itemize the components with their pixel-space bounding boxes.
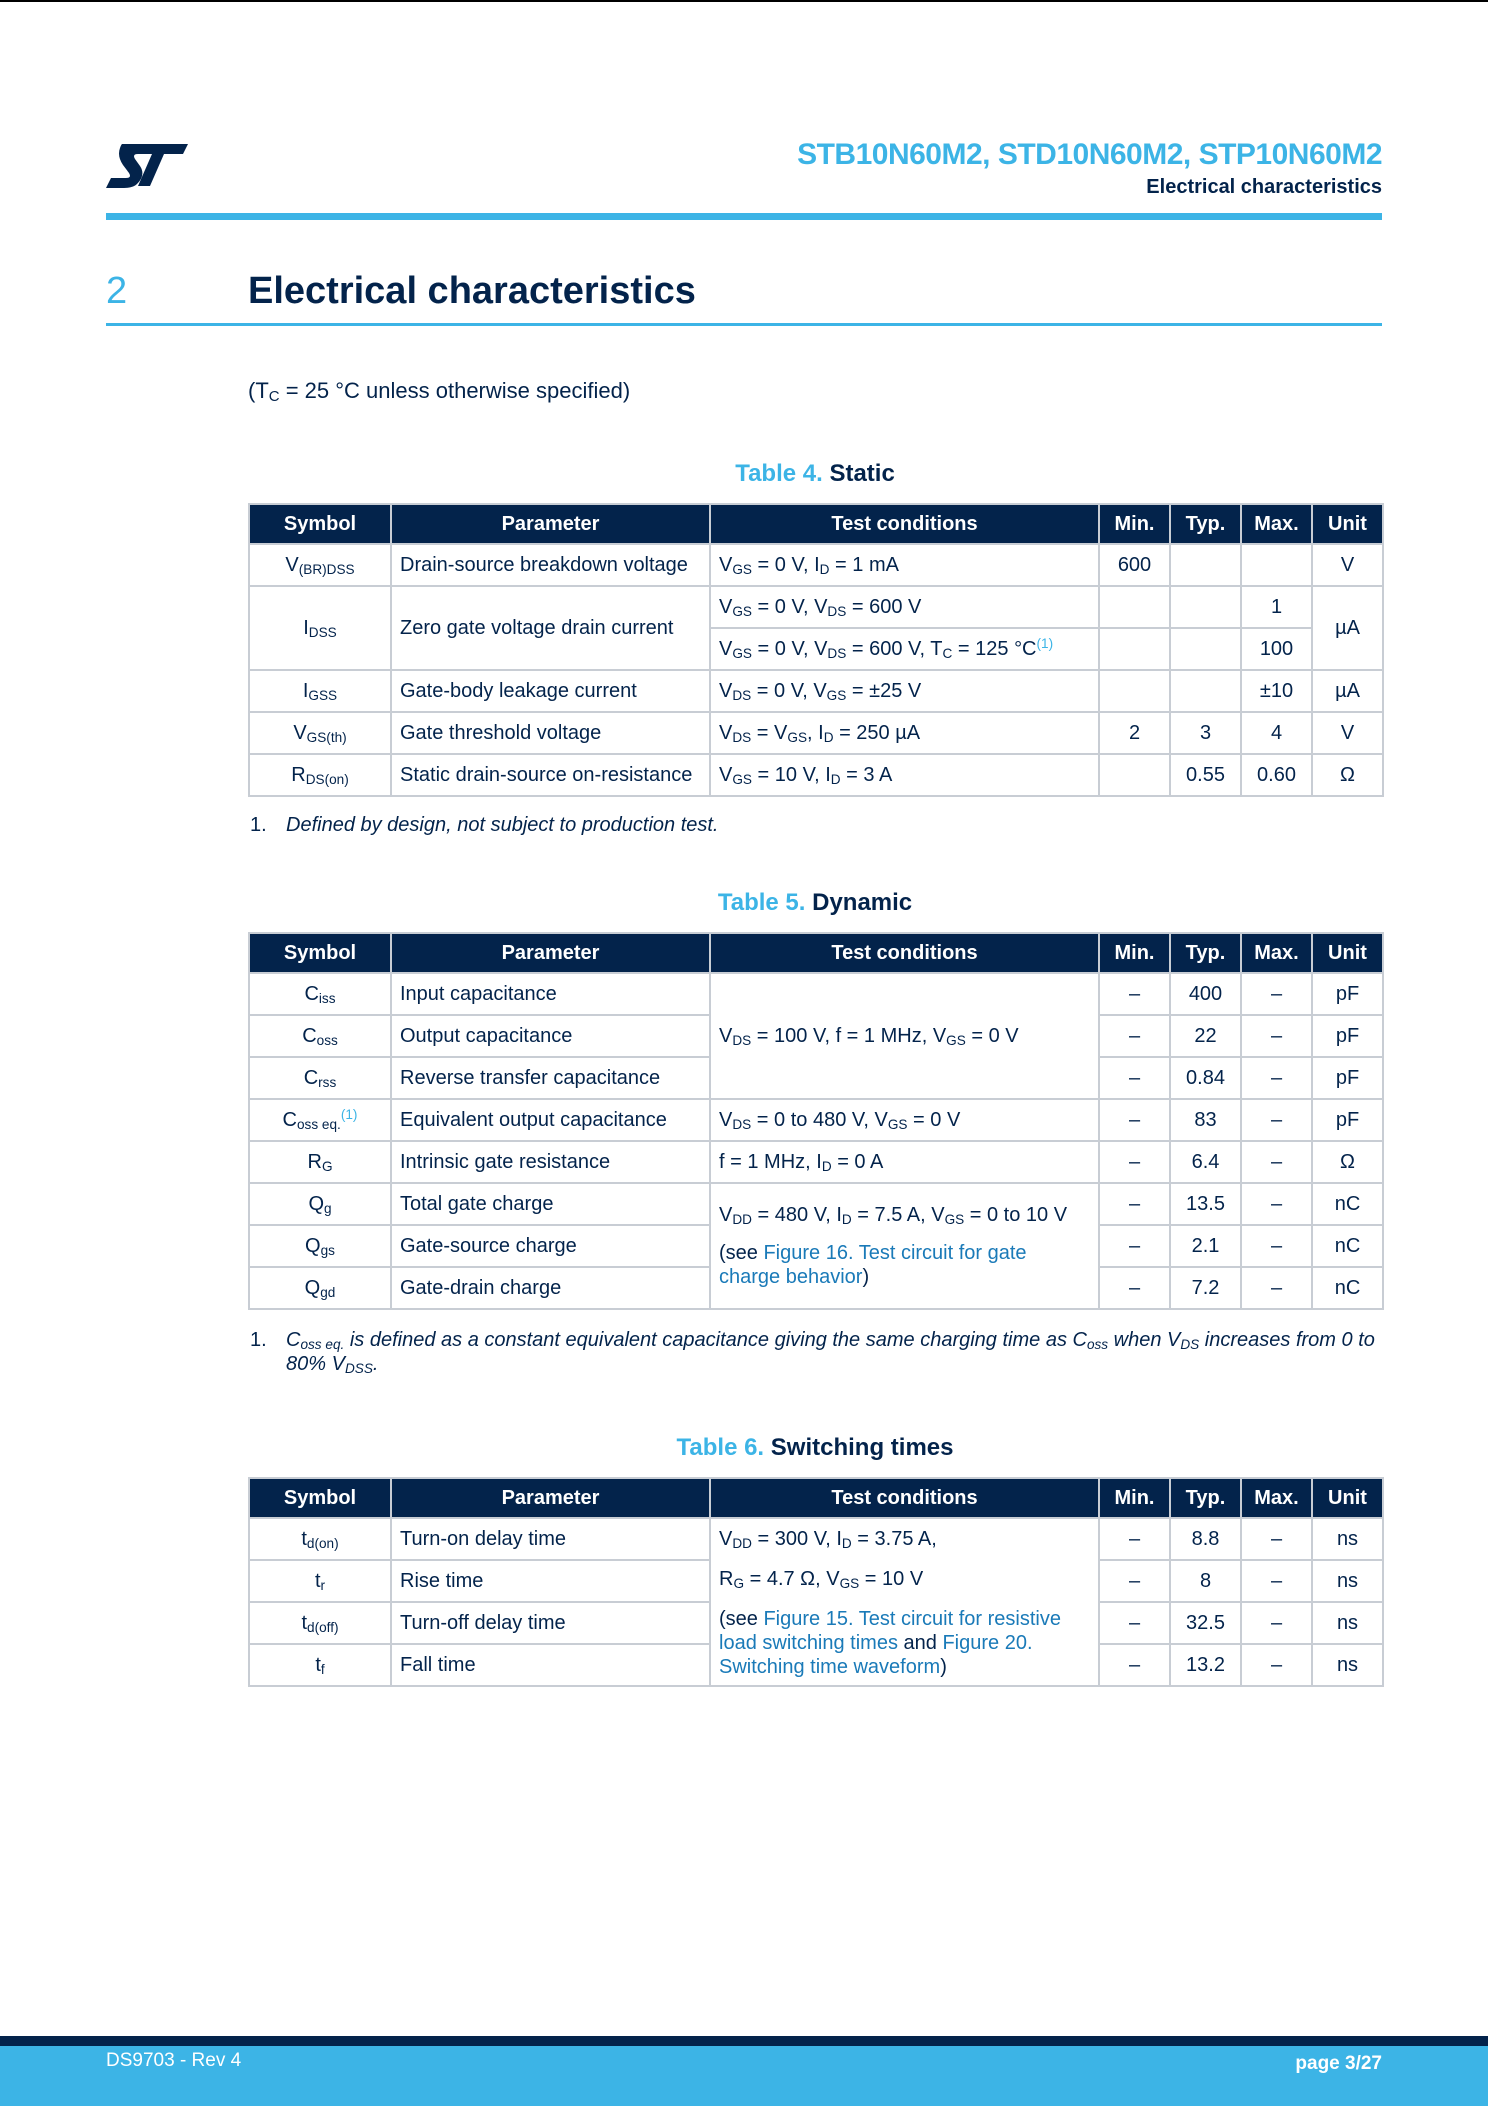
cell-parameter: Intrinsic gate resistance — [391, 1141, 710, 1183]
cell-max: – — [1241, 1644, 1312, 1686]
cell-max: 1 — [1241, 586, 1312, 628]
cell-typ: 6.4 — [1170, 1141, 1241, 1183]
cell-unit: pF — [1312, 1057, 1383, 1099]
cell-typ: 8.8 — [1170, 1518, 1241, 1560]
cell-max: – — [1241, 1267, 1312, 1309]
column-header-max: Max. — [1241, 933, 1312, 973]
column-header-unit: Unit — [1312, 933, 1383, 973]
cell-parameter: Gate-drain charge — [391, 1267, 710, 1309]
cell-min: – — [1099, 1015, 1170, 1057]
cell-parameter: Fall time — [391, 1644, 710, 1686]
cell-min: 600 — [1099, 544, 1170, 586]
cell-parameter: Drain-source breakdown voltage — [391, 544, 710, 586]
cell-symbol: $C_{rss}$ — [249, 1057, 391, 1099]
cell-symbol: $t_f$ — [249, 1644, 391, 1686]
table-row — [249, 973, 1383, 1015]
cell-min — [1099, 586, 1170, 628]
column-header-test-conditions: Test conditions — [710, 504, 1099, 544]
cell-parameter: Reverse transfer capacitance — [391, 1057, 710, 1099]
document-subtitle: Electrical characteristics — [1146, 176, 1382, 198]
table-row — [249, 670, 1383, 712]
section-number: 2 — [106, 270, 128, 312]
cell-parameter: Output capacitance — [391, 1015, 710, 1057]
cell-parameter: Rise time — [391, 1560, 710, 1602]
cell-max: 100 — [1241, 628, 1312, 670]
cell-test-conditions: $V_{GS} = 10$ V, $I_D = 3$ A — [710, 754, 1099, 796]
cell-typ: 2.1 — [1170, 1225, 1241, 1267]
cell-symbol: $C_{oss eq.}^{(1)}$ — [249, 1099, 391, 1141]
cell-parameter: Static drain-source on-resistance — [391, 754, 710, 796]
cell-symbol: $Q_{gs}$ — [249, 1225, 391, 1267]
cell-test-conditions: $V_{GS} = 0$ V, $V_{DS} = 600$ V — [710, 586, 1099, 628]
cell-max: – — [1241, 1560, 1312, 1602]
column-header-test-conditions: Test conditions — [710, 933, 1099, 973]
cell-unit: nC — [1312, 1225, 1383, 1267]
cell-symbol: $C_{iss}$ — [249, 973, 391, 1015]
cell-symbol: $R_G$ — [249, 1141, 391, 1183]
document-title: STB10N60M2, STD10N60M2, STP10N60M2 — [797, 138, 1382, 171]
cell-typ: 13.2 — [1170, 1644, 1241, 1686]
cell-unit: ns — [1312, 1644, 1383, 1686]
cell-min: – — [1099, 1141, 1170, 1183]
cell-unit: pF — [1312, 1015, 1383, 1057]
cell-max: ±10 — [1241, 670, 1312, 712]
cell-typ: 22 — [1170, 1015, 1241, 1057]
cell-unit: nC — [1312, 1267, 1383, 1309]
cell-unit: ns — [1312, 1560, 1383, 1602]
cell-typ: 32.5 — [1170, 1602, 1241, 1644]
cell-unit: V — [1312, 712, 1383, 754]
page-number: page 3/27 — [1295, 2053, 1382, 2074]
cell-min: 2 — [1099, 712, 1170, 754]
cell-min: – — [1099, 1057, 1170, 1099]
cell-symbol: $V_{(BR)DSS}$ — [249, 544, 391, 586]
table-header-row — [249, 933, 1383, 973]
figure15-link[interactable]: Figure 15. Test circuit for resistive load switching times — [719, 1608, 1061, 1654]
cell-symbol: $C_{oss}$ — [249, 1015, 391, 1057]
cell-max: – — [1241, 1099, 1312, 1141]
section-title: Electrical characteristics — [248, 270, 696, 312]
cell-parameter: Gate threshold voltage — [391, 712, 710, 754]
table-header-row — [249, 1478, 1383, 1518]
cell-parameter: Zero gate voltage drain current — [391, 586, 710, 670]
cell-max: – — [1241, 1225, 1312, 1267]
cell-typ: 0.84 — [1170, 1057, 1241, 1099]
footer-rule — [0, 2036, 1488, 2046]
cell-typ — [1170, 670, 1241, 712]
header-rule — [106, 213, 1382, 220]
cell-unit: Ω — [1312, 754, 1383, 796]
cell-test-conditions: $V_{DS} = V_{GS}$, $I_D = 250$ µA — [710, 712, 1099, 754]
cell-min — [1099, 670, 1170, 712]
cell-min: – — [1099, 1518, 1170, 1560]
cell-max: – — [1241, 1183, 1312, 1225]
cell-unit: nC — [1312, 1183, 1383, 1225]
cell-typ: 400 — [1170, 973, 1241, 1015]
cell-unit: µA — [1312, 670, 1383, 712]
column-header-test-conditions: Test conditions — [710, 1478, 1099, 1518]
cell-min: – — [1099, 1560, 1170, 1602]
cell-test-conditions: $V_{DD} = 300$ V, $I_D = 3.75$ A, $R_G = 4.7$ Ω, $V_{GS} = 10$ V (see Figure 15. Test circuit for resistive load switching times and Figure 20. Switching time waveform) — [710, 1518, 1099, 1686]
table6-caption: Table 6. Switching times — [676, 1434, 954, 1461]
cell-min: – — [1099, 973, 1170, 1015]
table-row — [249, 1183, 1383, 1225]
cell-parameter: Gate-source charge — [391, 1225, 710, 1267]
cell-test-conditions: f = 1 MHz, $I_D = 0$ A — [710, 1141, 1099, 1183]
cell-min: – — [1099, 1644, 1170, 1686]
cell-unit: ns — [1312, 1602, 1383, 1644]
column-header-min: Min. — [1099, 933, 1170, 973]
st-logo-icon — [106, 142, 188, 190]
column-header-symbol: Symbol — [249, 504, 391, 544]
table-row — [249, 1141, 1383, 1183]
cell-symbol: $Q_g$ — [249, 1183, 391, 1225]
cell-test-conditions: $V_{GS} = 0$ V, $I_D = 1$ mA — [710, 544, 1099, 586]
cell-unit: Ω — [1312, 1141, 1383, 1183]
cell-unit: pF — [1312, 1099, 1383, 1141]
table-header-row — [249, 504, 1383, 544]
cell-typ — [1170, 586, 1241, 628]
table-row — [249, 544, 1383, 586]
cell-typ: 83 — [1170, 1099, 1241, 1141]
cell-symbol: $t_r$ — [249, 1560, 391, 1602]
cell-min: – — [1099, 1183, 1170, 1225]
column-header-min: Min. — [1099, 504, 1170, 544]
table-row — [249, 1518, 1383, 1560]
cell-min — [1099, 628, 1170, 670]
cell-symbol: $I_{DSS}$ — [249, 586, 391, 670]
cell-unit: µA — [1312, 586, 1383, 670]
dynamic-table — [248, 932, 1384, 1310]
cell-min: – — [1099, 1225, 1170, 1267]
cell-symbol: $t_{d(off)}$ — [249, 1602, 391, 1644]
cell-max — [1241, 544, 1312, 586]
cell-typ: 0.55 — [1170, 754, 1241, 796]
cell-typ: 7.2 — [1170, 1267, 1241, 1309]
column-header-max: Max. — [1241, 1478, 1312, 1518]
cell-symbol: $I_{GSS}$ — [249, 670, 391, 712]
cell-parameter: Equivalent output capacitance — [391, 1099, 710, 1141]
column-header-min: Min. — [1099, 1478, 1170, 1518]
cell-max: – — [1241, 1015, 1312, 1057]
cell-parameter: Gate-body leakage current — [391, 670, 710, 712]
column-header-symbol: Symbol — [249, 933, 391, 973]
cell-max: 4 — [1241, 712, 1312, 754]
column-header-parameter: Parameter — [391, 1478, 710, 1518]
table-row — [249, 1099, 1383, 1141]
section-rule — [106, 323, 1382, 326]
cell-max: – — [1241, 1141, 1312, 1183]
cell-symbol: $R_{DS(on)}$ — [249, 754, 391, 796]
column-header-typ: Typ. — [1170, 504, 1241, 544]
cell-symbol: $Q_{gd}$ — [249, 1267, 391, 1309]
cell-min: – — [1099, 1267, 1170, 1309]
cell-max: – — [1241, 973, 1312, 1015]
figure16-link[interactable]: Figure 16. Test circuit for gate charge behavior — [719, 1242, 1027, 1288]
cell-parameter: Total gate charge — [391, 1183, 710, 1225]
cell-parameter: Input capacitance — [391, 973, 710, 1015]
cell-min — [1099, 754, 1170, 796]
cell-max: – — [1241, 1057, 1312, 1099]
cell-typ: 8 — [1170, 1560, 1241, 1602]
cell-max: – — [1241, 1602, 1312, 1644]
column-header-parameter: Parameter — [391, 504, 710, 544]
table-row — [249, 754, 1383, 796]
cell-max: – — [1241, 1518, 1312, 1560]
column-header-max: Max. — [1241, 504, 1312, 544]
column-header-parameter: Parameter — [391, 933, 710, 973]
cell-symbol: $t_{d(on)}$ — [249, 1518, 391, 1560]
cell-typ — [1170, 628, 1241, 670]
column-header-typ: Typ. — [1170, 933, 1241, 973]
column-header-symbol: Symbol — [249, 1478, 391, 1518]
static-table — [248, 503, 1384, 797]
table4-caption: Table 4. Static — [735, 460, 895, 487]
cell-unit: V — [1312, 544, 1383, 586]
cell-typ: 13.5 — [1170, 1183, 1241, 1225]
cell-test-conditions: $V_{GS} = 0$ V, $V_{DS} = 600$ V, $T_C = 125$ $^\circ C^{(1)}$ — [710, 628, 1099, 670]
figure20-link[interactable]: Figure 20. Switching time waveform — [719, 1632, 1033, 1678]
table-row — [249, 586, 1383, 628]
cell-unit: ns — [1312, 1518, 1383, 1560]
document-revision: DS9703 - Rev 4 — [106, 2050, 242, 2071]
switching-times-table — [248, 1477, 1384, 1687]
table5-caption: Table 5. Dynamic — [717, 889, 913, 916]
cell-unit: pF — [1312, 973, 1383, 1015]
cell-test-conditions: $V_{DS} = 100$ V, f = 1 MHz, $V_{GS} = 0$ V — [710, 973, 1099, 1099]
table-row — [249, 712, 1383, 754]
column-header-typ: Typ. — [1170, 1478, 1241, 1518]
cell-parameter: Turn-on delay time — [391, 1518, 710, 1560]
cell-max: 0.60 — [1241, 754, 1312, 796]
cell-symbol: $V_{GS(th)}$ — [249, 712, 391, 754]
temperature-condition: ($T_C = 25$ °C unless otherwise specified) — [248, 378, 631, 405]
column-header-unit: Unit — [1312, 1478, 1383, 1518]
cell-parameter: Turn-off delay time — [391, 1602, 710, 1644]
table5-footnote: 1. $C_{oss eq.}$ is defined as a constant equivalent capacitance giving the same charging time as $C_{oss}$ when $V_{DS}$ increases from 0 to 80% $V_{DSS}$. — [250, 1329, 1375, 1376]
cell-min: – — [1099, 1099, 1170, 1141]
cell-test-conditions: $V_{DS} = 0$ to 480 V, $V_{GS} = 0$ V — [710, 1099, 1099, 1141]
cell-min: – — [1099, 1602, 1170, 1644]
cell-typ: 3 — [1170, 712, 1241, 754]
table4-footnote: 1. Defined by design, not subject to production test. — [250, 814, 719, 836]
cell-test-conditions: $V_{DS} = 0$ V, $V_{GS} = \pm 25$ V — [710, 670, 1099, 712]
cell-test-conditions: $V_{DD} = 480$ V, $I_D = 7.5$ A, $V_{GS} = 0$ to 10 V (see Figure 16. Test circuit for gate charge behavior) — [710, 1183, 1099, 1309]
cell-typ — [1170, 544, 1241, 586]
column-header-unit: Unit — [1312, 504, 1383, 544]
